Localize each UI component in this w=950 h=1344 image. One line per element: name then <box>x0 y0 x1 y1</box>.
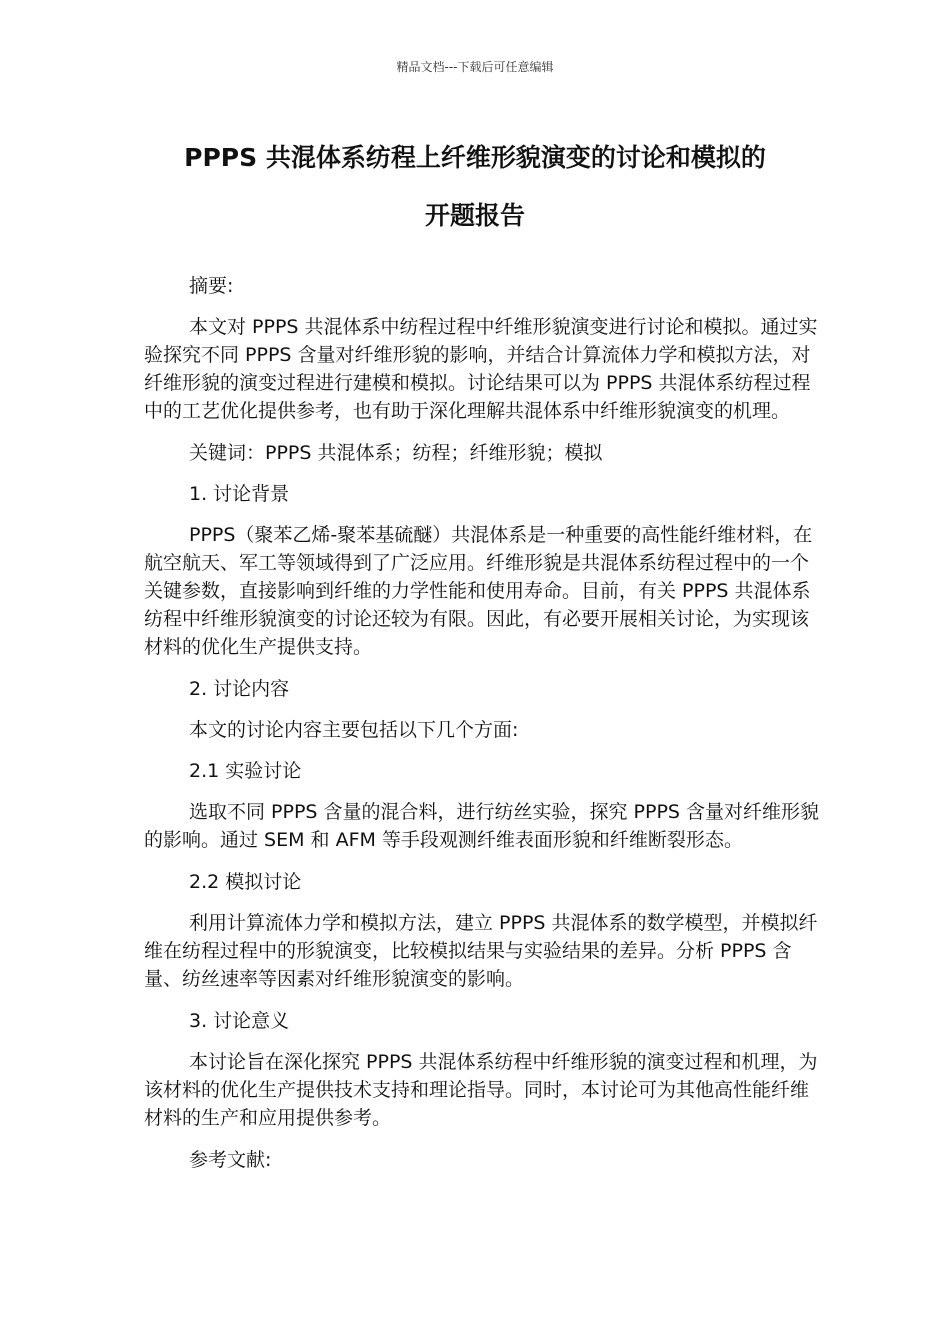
references-label: 参考文献: <box>189 1149 272 1171</box>
section-2-heading: 2. 讨论内容 <box>189 678 290 700</box>
section-2-1-heading: 2.1 实验讨论 <box>189 760 302 782</box>
document-body <box>144 272 820 1187</box>
abstract-label: 摘要: <box>189 275 234 297</box>
section-1-heading: 1. 讨论背景 <box>189 483 290 505</box>
section-3-paragraph: 本讨论旨在深化探究 PPPS 共混体系纺程中纤维形貌的演变过程和机理，为该材料的优化生产提供技术支持和理论指导。同时，本讨论可为其他高性能纤维材料的生产和应用提供参考。 <box>144 1051 818 1129</box>
section-1-paragraph: PPPS（聚苯乙烯-聚苯基硫醚）共混体系是一种重要的高性能纤维材料，在航空航天、军工等领域得到了广泛应用。纤维形貌是共混体系纺程过程中的一个关键参数，直接影响到纤维的力学性能和使用寿命。目前，有关 PPPS 共混体系纺程中纤维形貌演变的讨论还较为有限。因此，有必要开展相关讨论，为实现该材料的优化生产提供支持。 <box>144 524 813 658</box>
section-2-2-paragraph: 利用计算流体力学和模拟方法，建立 PPPS 共混体系的数学模型，并模拟纤维在纺程过程中的形貌演变，比较模拟结果与实验结果的差异。分析 PPPS 含量、纺丝速率等因素对纤维形貌演变的影响。 <box>144 912 818 990</box>
section-2-1-paragraph: 选取不同 PPPS 含量的混合料，进行纺丝实验，探究 PPPS 含量对纤维形貌的影响。通过 SEM 和 AFM 等手段观测纤维表面形貌和纤维断裂形态。 <box>144 801 820 851</box>
section-2-2-heading: 2.2 模拟讨论 <box>189 871 302 893</box>
section-2-intro: 本文的讨论内容主要包括以下几个方面: <box>189 719 519 741</box>
keywords-line: 关键词：PPPS 共混体系；纺程；纤维形貌；模拟 <box>189 442 603 464</box>
page-header: 精品文档---下载后可任意编辑 <box>396 60 554 74</box>
section-3-heading: 3. 讨论意义 <box>189 1010 290 1032</box>
abstract-paragraph: 本文对 PPPS 共混体系中纺程过程中纤维形貌演变进行讨论和模拟。通过实验探究不同 PPPS 含量对纤维形貌的影响，并结合计算流体力学和模拟方法，对纤维形貌的演变过程进行建模和模拟。讨论结果可以为 PPPS 共混体系纺程过程中的工艺优化提供参考，也有助于深化理解共混体系中纤维形貌演变的机理。 <box>144 316 818 422</box>
document-title-line1: PPPS 共混体系纺程上纤维形貌演变的讨论和模拟的 <box>184 143 766 172</box>
document-title-line2: 开题报告 <box>424 201 525 230</box>
